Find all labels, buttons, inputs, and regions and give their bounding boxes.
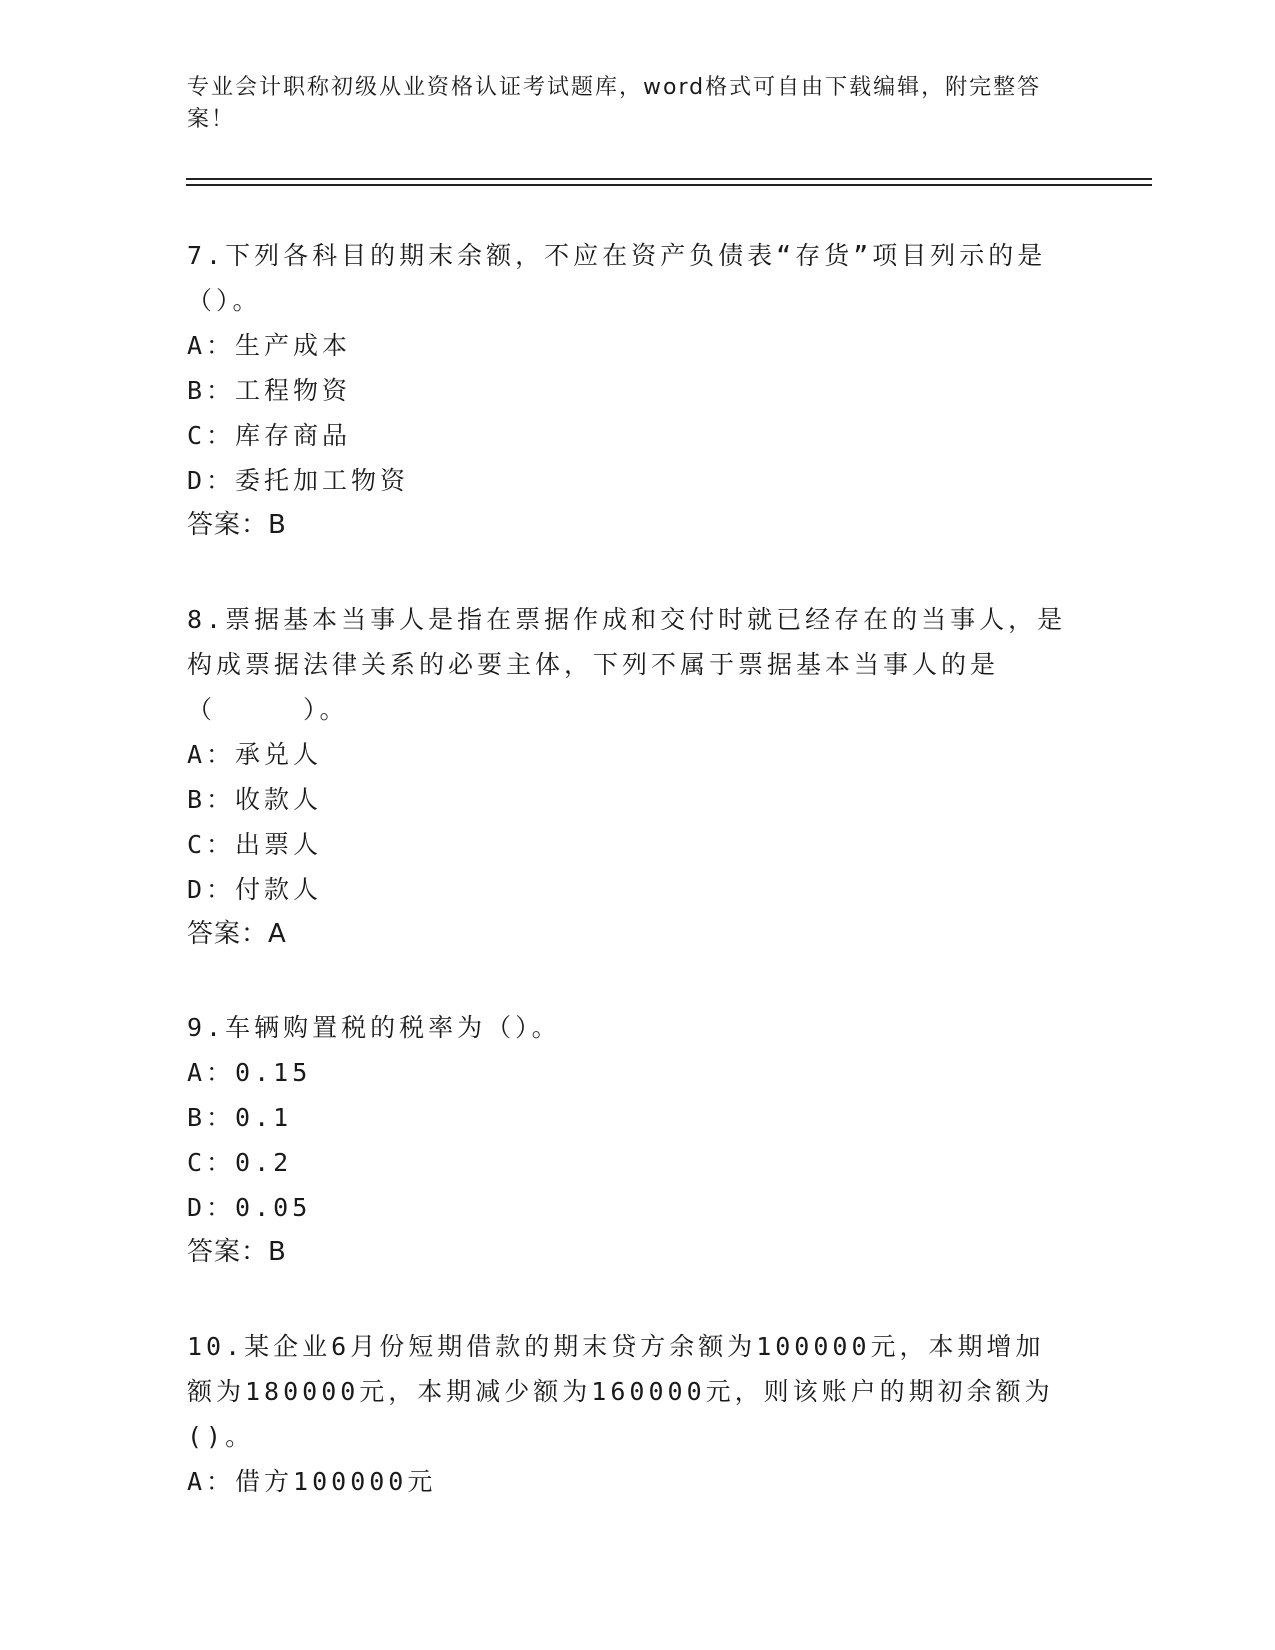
question-stem: 7.下列各科目的期末余额，不应在资产负债表“存货”项目列示的是（）。 (187, 241, 1047, 315)
option-a: A：0.15 (187, 1058, 312, 1087)
question-9 (187, 1005, 1067, 1275)
option-c: C：库存商品 (187, 421, 352, 450)
header-divider-bottom (186, 184, 1152, 186)
option-d: D：0.05 (187, 1193, 312, 1222)
option-b: B：工程物资 (187, 376, 352, 405)
question-stem: 9.车辆购置税的税率为（）。 (187, 1013, 561, 1042)
question-stem: 8.票据基本当事人是指在票据作成和交付时就已经存在的当事人，是构成票据法律关系的必要主体，下列不属于票据基本当事人的是（ ）。 (187, 605, 1067, 724)
answer: 答案：A (187, 919, 287, 949)
option-b: B：0.1 (187, 1103, 293, 1132)
question-stem: 10.某企业6月份短期借款的期末贷方余额为100000元，本期增加额为180000元，本期减少额为160000元，则该账户的期初余额为()。 (187, 1332, 1054, 1451)
question-7 (187, 233, 1067, 548)
question-10 (187, 1324, 1067, 1504)
option-a: A：生产成本 (187, 331, 352, 360)
option-a: A：承兑人 (187, 740, 323, 769)
question-8 (187, 597, 1067, 957)
answer: 答案：B (187, 510, 287, 540)
header-divider-top (186, 178, 1152, 180)
answer: 答案：B (187, 1237, 287, 1267)
option-c: C：0.2 (187, 1148, 293, 1177)
document-header: 专业会计职称初级从业资格认证考试题库，word格式可自由下载编辑，附完整答案！ (187, 75, 1042, 132)
option-c: C：出票人 (187, 830, 323, 859)
option-b: B：收款人 (187, 785, 323, 814)
option-a: A：借方100000元 (187, 1467, 437, 1496)
option-d: D：委托加工物资 (187, 466, 410, 495)
option-d: D：付款人 (187, 875, 323, 904)
